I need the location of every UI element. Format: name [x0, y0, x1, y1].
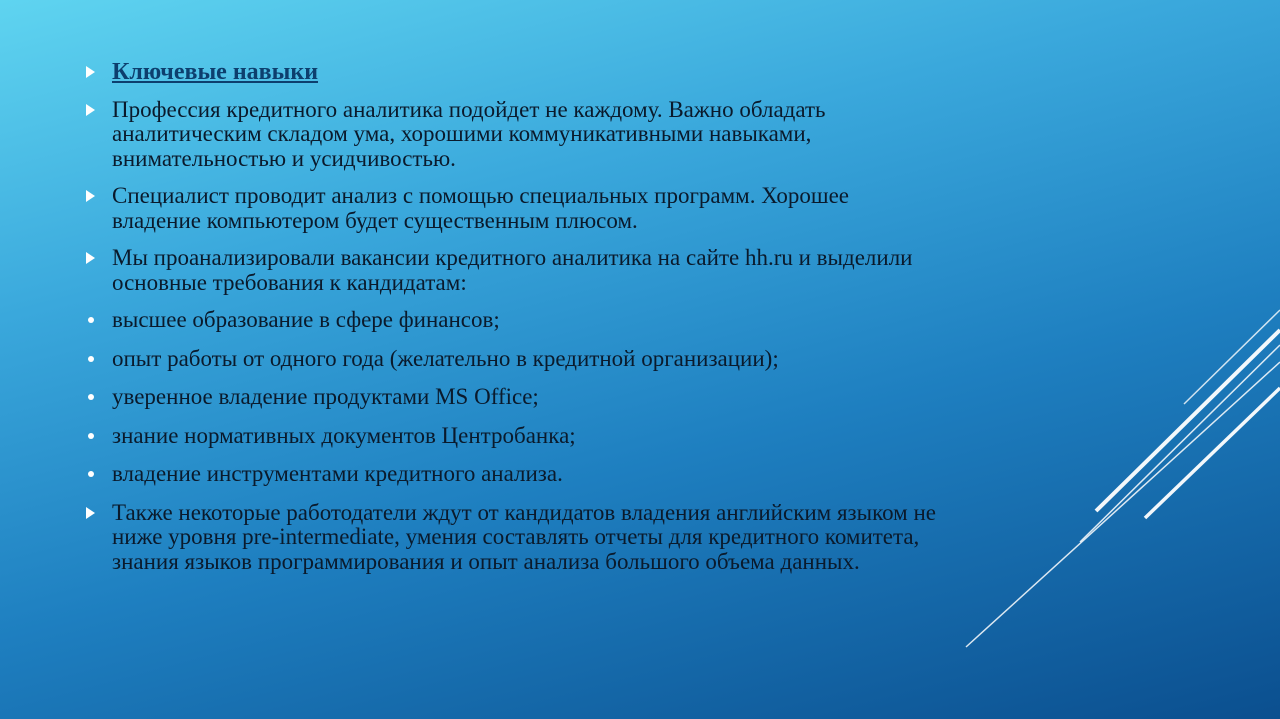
dot-bullet-icon: [86, 462, 100, 486]
sub-bullet-text: владение инструментами кредитного анализа.: [112, 461, 563, 486]
slide-heading: Ключевые навыки: [112, 59, 319, 85]
dot-bullet-icon: [86, 347, 100, 371]
sub-bullet-item: [80, 385, 940, 410]
bullet-text: Специалист проводит анализ с помощью специальных программ. Хорошее владение компьютером будет существенным плюсом.: [112, 183, 849, 233]
deco-line: [1184, 310, 1280, 404]
bullet-item: [80, 246, 940, 295]
sub-bullet-item: [80, 424, 940, 449]
triangle-bullet-icon: [86, 501, 100, 525]
triangle-bullet-icon: [86, 184, 100, 208]
sub-bullet-item: [80, 308, 940, 333]
bullet-text: Также некоторые работодатели ждут от кандидатов владения английским языком не ниже уровня pre-intermediate, умения составлять отчеты для кредитного комитета, знания языков программирования и опыт анализа большого объема данных.: [112, 499, 936, 574]
deco-line: [1080, 345, 1280, 542]
deco-line: [1096, 330, 1280, 511]
sub-bullet-item: [80, 347, 940, 372]
deco-line: [966, 362, 1280, 647]
sub-bullet-item: [80, 462, 940, 487]
sub-bullet-text: опыт работы от одного года (желательно в кредитной организации);: [112, 345, 779, 371]
deco-line: [1145, 388, 1280, 518]
sub-bullet-text: высшее образование в сфере финансов;: [112, 307, 500, 332]
triangle-bullet-icon: [86, 60, 100, 84]
bullet-text: Профессия кредитного аналитика подойдет не каждому. Важно обладать аналитическим складом ума, хорошими коммуникативными навыками, внимательностью и усидчивостью.: [112, 96, 826, 171]
bullet-item: [80, 184, 940, 233]
bullet-item: [80, 501, 940, 575]
sub-bullet-text: уверенное владение продуктами MS Office;: [112, 384, 539, 409]
dot-bullet-icon: [86, 308, 100, 332]
triangle-bullet-icon: [86, 246, 100, 270]
slide-content: [80, 60, 940, 587]
heading-item: [80, 60, 940, 85]
bullet-text: Мы проанализировали вакансии кредитного аналитика на сайте hh.ru и выделили основные требования к кандидатам:: [112, 245, 913, 295]
dot-bullet-icon: [86, 424, 100, 448]
dot-bullet-icon: [86, 385, 100, 409]
triangle-bullet-icon: [86, 98, 100, 122]
bullet-item: [80, 98, 940, 172]
sub-bullet-text: знание нормативных документов Центробанка;: [112, 422, 576, 448]
